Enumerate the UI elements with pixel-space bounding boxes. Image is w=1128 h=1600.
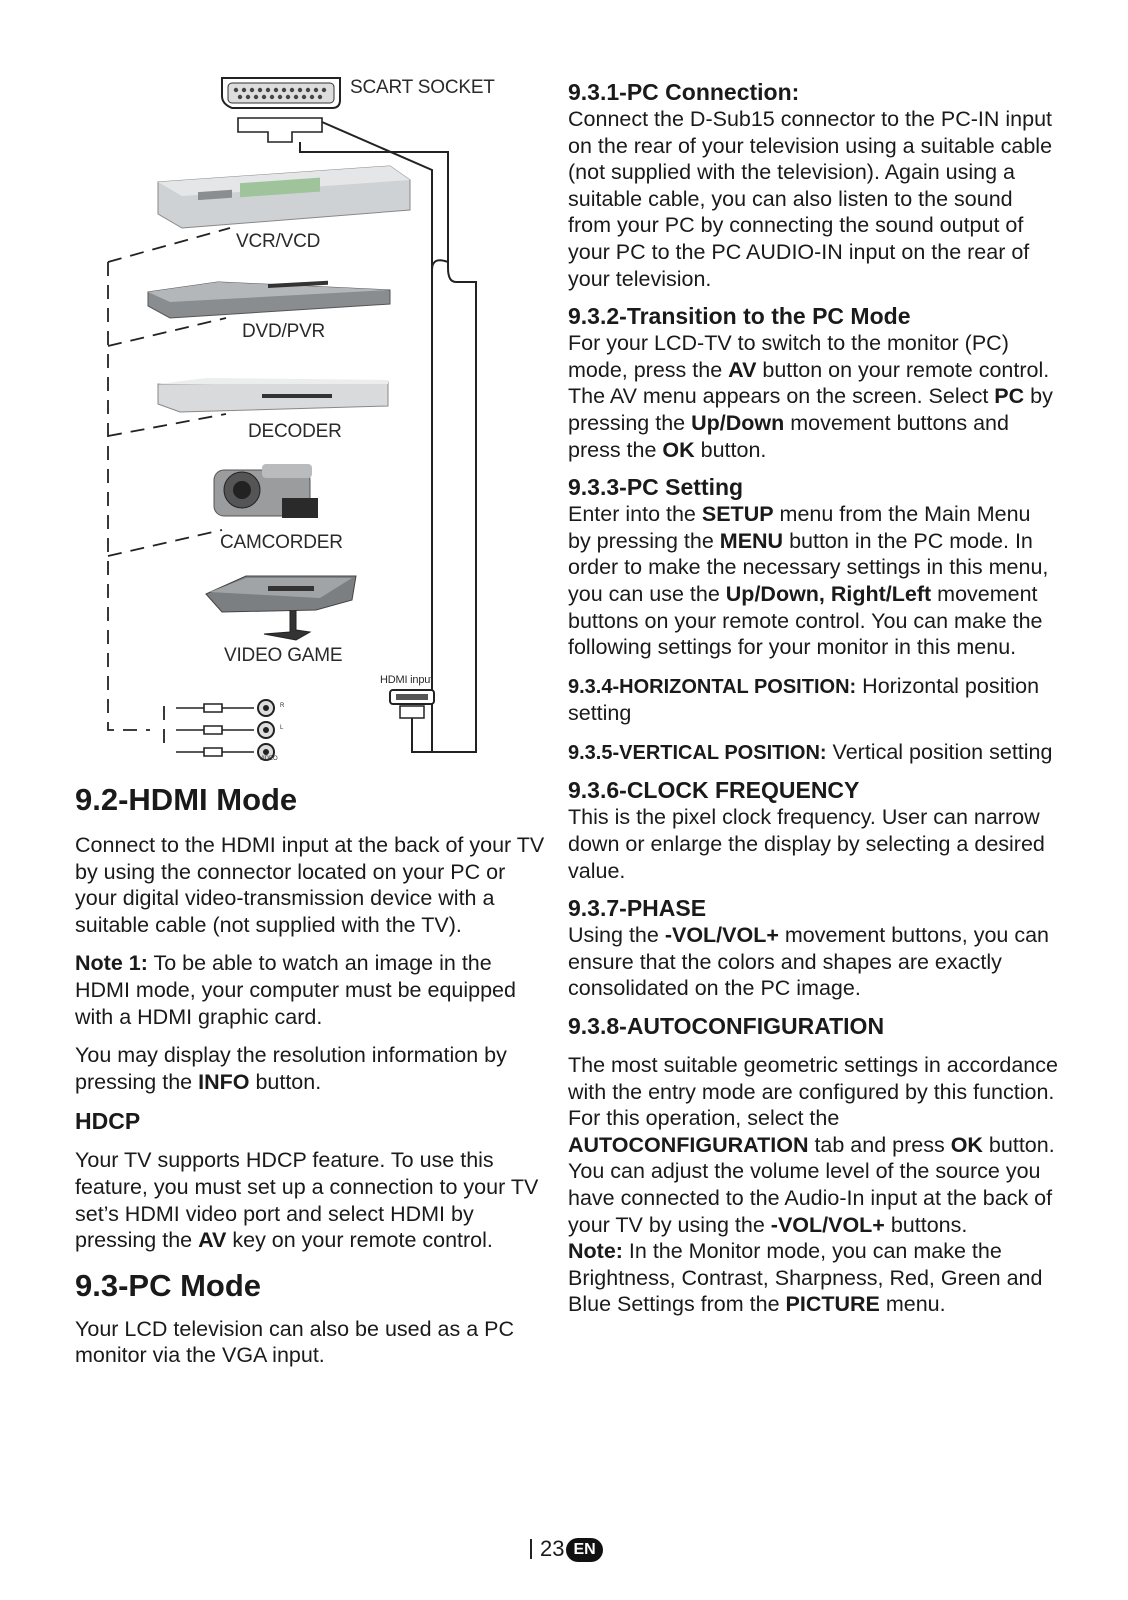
horizontal-position-item <box>568 673 1058 727</box>
clock-frequency-text: This is the pixel clock frequency. User can narrow down or enlarge the display by selecting a desired value. <box>568 805 1045 883</box>
pc-setting-text <box>568 501 1058 661</box>
pc-setting-heading: 9.3.3-PC Setting <box>568 474 744 501</box>
hdcp-heading: HDCP <box>75 1108 141 1135</box>
info-key: INFO <box>198 1069 250 1094</box>
hdmi-input-label: HDMI input <box>380 674 434 686</box>
monitor-note-t2: menu. <box>879 1292 946 1317</box>
autoconf-t1: The most suitable geometric settings in accordance with the entry mode are configured by this function. For this operation, select the <box>568 1053 1058 1131</box>
autoconfiguration-heading: 9.3.8-AUTOCONFIGURATION <box>568 1013 885 1040</box>
direction-keys: Up/Down, Right/Left <box>725 581 932 606</box>
scart-socket-icon <box>222 78 340 142</box>
pc-connection-text: Connect the D-Sub15 connector to the PC-IN input on the rear of your television using a suitable cable (not supplied with the television). Again using a suitable cable, you can also listen to the sound from your PC by connecting the sound output of your PC to the PC AUDIO-IN input on the rear of your television. <box>568 107 1053 291</box>
vertical-position-item <box>568 739 1058 767</box>
language-badge: EN <box>566 1538 602 1562</box>
vertical-position-label: 9.3.5-VERTICAL POSITION: <box>568 741 827 764</box>
horizontal-position-label: 9.3.4-HORIZONTAL POSITION: <box>568 675 857 698</box>
scart-socket-label: SCART SOCKET <box>350 77 495 98</box>
note1-paragraph <box>75 950 545 1030</box>
page-number: 23 <box>540 1536 565 1561</box>
transition-heading: 9.3.2-Transition to the PC Mode <box>568 303 911 330</box>
transition-ok-key: OK <box>662 437 695 462</box>
transition-t2: button on your remote control. The AV menu appears on the screen. Select <box>568 357 1050 409</box>
transition-t1: For your LCD-TV to switch to the monitor (PC) mode, press the <box>568 331 1009 382</box>
pc-setting-t4: movement buttons on your remote control. You can make the following settings for your monitor in this menu. <box>568 581 1043 660</box>
rca-connectors-icon <box>176 700 274 760</box>
transition-updown-key: Up/Down <box>691 410 785 435</box>
phase-t2: movement buttons, you can ensure that the colors and shapes are exactly consolidated on the PC image. <box>568 923 1049 1001</box>
transition-pc-key: PC <box>994 384 1025 409</box>
autoconf-ok-key: OK <box>950 1132 983 1157</box>
jack-l-label: L <box>280 725 284 731</box>
transition-text <box>568 330 1058 463</box>
dvd-pvr-device-icon <box>148 281 390 318</box>
jack-r-label: R <box>280 703 285 709</box>
note1-text: To be able to watch an image in the HDMI mode, your computer must be equipped with a HDMI graphic card. <box>75 951 516 1029</box>
left-column <box>75 782 545 1369</box>
dvd-pvr-label: DVD/PVR <box>242 321 326 342</box>
pc-setting-t1: Enter into the <box>568 502 702 527</box>
picture-key: PICTURE <box>785 1292 880 1317</box>
page-footer <box>530 1536 603 1562</box>
hdmi-input-icon <box>390 690 434 718</box>
av-key: AV <box>198 1228 227 1253</box>
pc-setting-t2: menu from the Main Menu by pressing the <box>568 502 1031 553</box>
clock-frequency-heading: 9.3.6-CLOCK FREQUENCY <box>568 777 860 804</box>
vertical-position-text: Vertical position setting <box>826 739 1053 764</box>
vcr-vcd-label: VCR/VCD <box>236 231 321 252</box>
monitor-note <box>568 1238 1058 1318</box>
autoconf-vol-key: -VOL/VOL+ <box>770 1212 885 1237</box>
right-column <box>568 78 1058 1318</box>
camcorder-device-icon <box>214 464 318 518</box>
phase-t1: Using the <box>568 923 665 948</box>
pc-mode-heading: 9.3-PC Mode <box>75 1267 262 1303</box>
decoder-label: DECODER <box>248 421 342 442</box>
autoconf-key: AUTOCONFIGURATION <box>568 1132 809 1157</box>
resolution-paragraph <box>75 1042 545 1095</box>
monitor-note-label: Note: <box>568 1239 623 1264</box>
hdcp-text-pre: Your TV supports HDCP feature. To use this feature, you must set up a connection to your TV set’s HDMI video port and select HDMI by pressing the <box>75 1148 539 1253</box>
pc-mode-paragraph: Your LCD television can also be used as a PC monitor via the VGA input. <box>75 1316 515 1368</box>
horizontal-position-text: Horizontal position setting <box>568 673 1040 726</box>
hdmi-paragraph: Connect to the HDMI input at the back of your TV by using the connector located on your PC or your digital video-transmission device with a suitable cable (not supplied with the TV). <box>75 833 545 937</box>
hdcp-text-post: key on your remote control. <box>226 1228 493 1253</box>
hdcp-paragraph <box>75 1147 545 1253</box>
footer-divider <box>530 1539 532 1559</box>
decoder-device-icon <box>158 378 388 412</box>
pc-connection-heading: 9.3.1-PC Connection: <box>568 79 800 105</box>
resolution-text-pre: You may display the resolution information by pressing the <box>75 1043 507 1094</box>
connection-diagram <box>0 0 560 800</box>
autoconf-t4: buttons. <box>884 1212 968 1237</box>
phase-text <box>568 922 1058 1002</box>
video-game-label: VIDEO GAME <box>224 645 343 666</box>
menu-key: MENU <box>719 528 784 553</box>
hdmi-mode-heading: 9.2-HDMI Mode <box>75 782 298 817</box>
transition-av-key: AV <box>728 357 757 382</box>
autoconf-t3: button. You can adjust the volume level of the source you have connected to the Audio-In input at the back of your TV by using the <box>568 1132 1055 1237</box>
phase-heading: 9.3.7-PHASE <box>568 895 707 922</box>
transition-t3: by pressing the <box>568 384 1053 435</box>
setup-key: SETUP <box>701 502 774 527</box>
autoconfiguration-text <box>568 1052 1058 1238</box>
transition-t5: button. <box>694 437 767 462</box>
vol-key: -VOL/VOL+ <box>664 923 779 948</box>
vcr-vcd-device-icon <box>158 166 410 228</box>
video-game-device-icon <box>206 576 356 640</box>
camcorder-label: CAMCORDER <box>220 532 343 553</box>
note1-label: Note 1: <box>75 951 148 976</box>
resolution-text-post: button. <box>249 1069 322 1094</box>
jack-video-label: VIDEO <box>259 756 278 762</box>
monitor-note-t1: In the Monitor mode, you can make the Brightness, Contrast, Sharpness, Red, Green and Blue Settings from the <box>568 1239 1043 1317</box>
pc-setting-t3: button in the PC mode. In order to make the necessary settings in this menu, you can use the <box>568 528 1049 606</box>
transition-t4: movement buttons and press the <box>568 410 1009 462</box>
autoconf-t2: tab and press <box>808 1132 951 1157</box>
